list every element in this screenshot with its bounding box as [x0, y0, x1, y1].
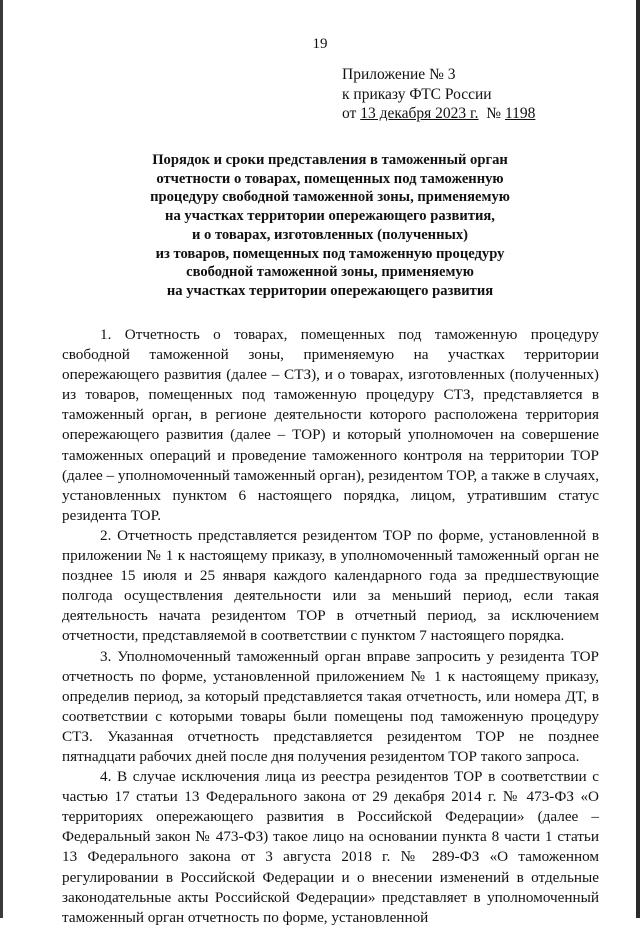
paragraph-2: 2. Отчетность представляется резидентом ТОР по форме, установленной в приложении № 1 к настоящему приказу, в уполномоченный таможенный орган не позднее 15 июля и 25 января каждого календарного года за предшествующие полгода осуществления деятельности или за меньший период, если такая деятельность начата резидентом ТОР в отчетный период, за исключением отчетности, представляемой в соответствии с пунктом 7 настоящего порядка.	[62, 526, 599, 645]
appendix-title: Приложение № 3	[342, 66, 456, 83]
title-line: отчетности о товарах, помещенных под таможенную	[156, 170, 504, 187]
title-line: на участках территории опережающего развития,	[165, 208, 495, 225]
title-line: Порядок и сроки представления в таможенный орган	[152, 152, 508, 168]
document-title	[80, 151, 580, 301]
paragraph-3: 3. Уполномоченный таможенный орган вправе запросить у резидента ТОР отчетность по форме, установленной приложением № 1 к настоящему приказу, определив период, за который представляется такая отчетность, или номера ДТ, в соответствии с которыми товары были помещены под таможенную процедуру СТЗ. Указанная отчетность представляется резидентом ТОР не позднее пятнадцати рабочих дней после дня получения резидентом ТОР такого запроса.	[62, 647, 599, 765]
appendix-date-prefix: от	[342, 105, 361, 122]
scan-edge-right	[636, 0, 640, 918]
paragraph-4: 4. В случае исключения лица из реестра резидентов ТОР в соответствии с частью 17 статьи 13 Федерального закона от 29 декабря 2014 г. № 473-ФЗ «О территориях опережающего развития в Российской Федерации» (далее – Федеральный закон № 473-ФЗ) такое лицо на основании пункта 8 части 1 статьи 13 Федерального закона от 3 августа 2018 г. № 289-ФЗ «О таможенном регулировании в Российской Федерации и о внесении изменений в отдельные законодательные акты Российской Федерации» представляет в уполномоченный таможенный орган отчетность по форме, установленной	[62, 768, 599, 926]
appendix-date-line	[342, 104, 535, 124]
appendix-header	[342, 65, 535, 124]
appendix-date: 13 декабря 2023 г.	[360, 105, 479, 122]
title-line: процедуру свободной таможенной зоны, применяемую	[150, 189, 510, 206]
title-line: и о товарах, изготовленных (полученных)	[191, 226, 469, 243]
page-number: 19	[312, 36, 328, 52]
title-line: на участках территории опережающего развития	[166, 282, 494, 299]
appendix-number-prefix: №	[478, 105, 505, 122]
appendix-number: 1198	[504, 105, 536, 122]
scan-edge-left	[0, 0, 3, 918]
paragraph-1: 1. Отчетность о товарах, помещенных под таможенную процедуру свободной таможенной зоны, применяемую на участках территории опережающего развития (далее – СТЗ), и о товарах, изготовленных (полученных) из товаров, помещенных под таможенную процедуру СТЗ, представляется в таможенный орган, в регионе деятельности которого расположена территория опережающего развития (далее – ТОР) и который уполномочен на совершение таможенных операций и проведение таможенного контроля на территории ТОР (далее – уполномоченный таможенный орган), резидентом ТОР, а также в случаях, установленных пунктом 6 настоящего порядка, лицом, утратившим статус резидента ТОР.	[62, 326, 599, 524]
title-line: из товаров, помещенных под таможенную процедуру	[155, 245, 505, 262]
document-body	[62, 325, 599, 928]
appendix-order-ref: к приказу ФТС России	[342, 85, 492, 103]
title-line: свободной таможенной зоны, применяемую	[186, 264, 474, 281]
